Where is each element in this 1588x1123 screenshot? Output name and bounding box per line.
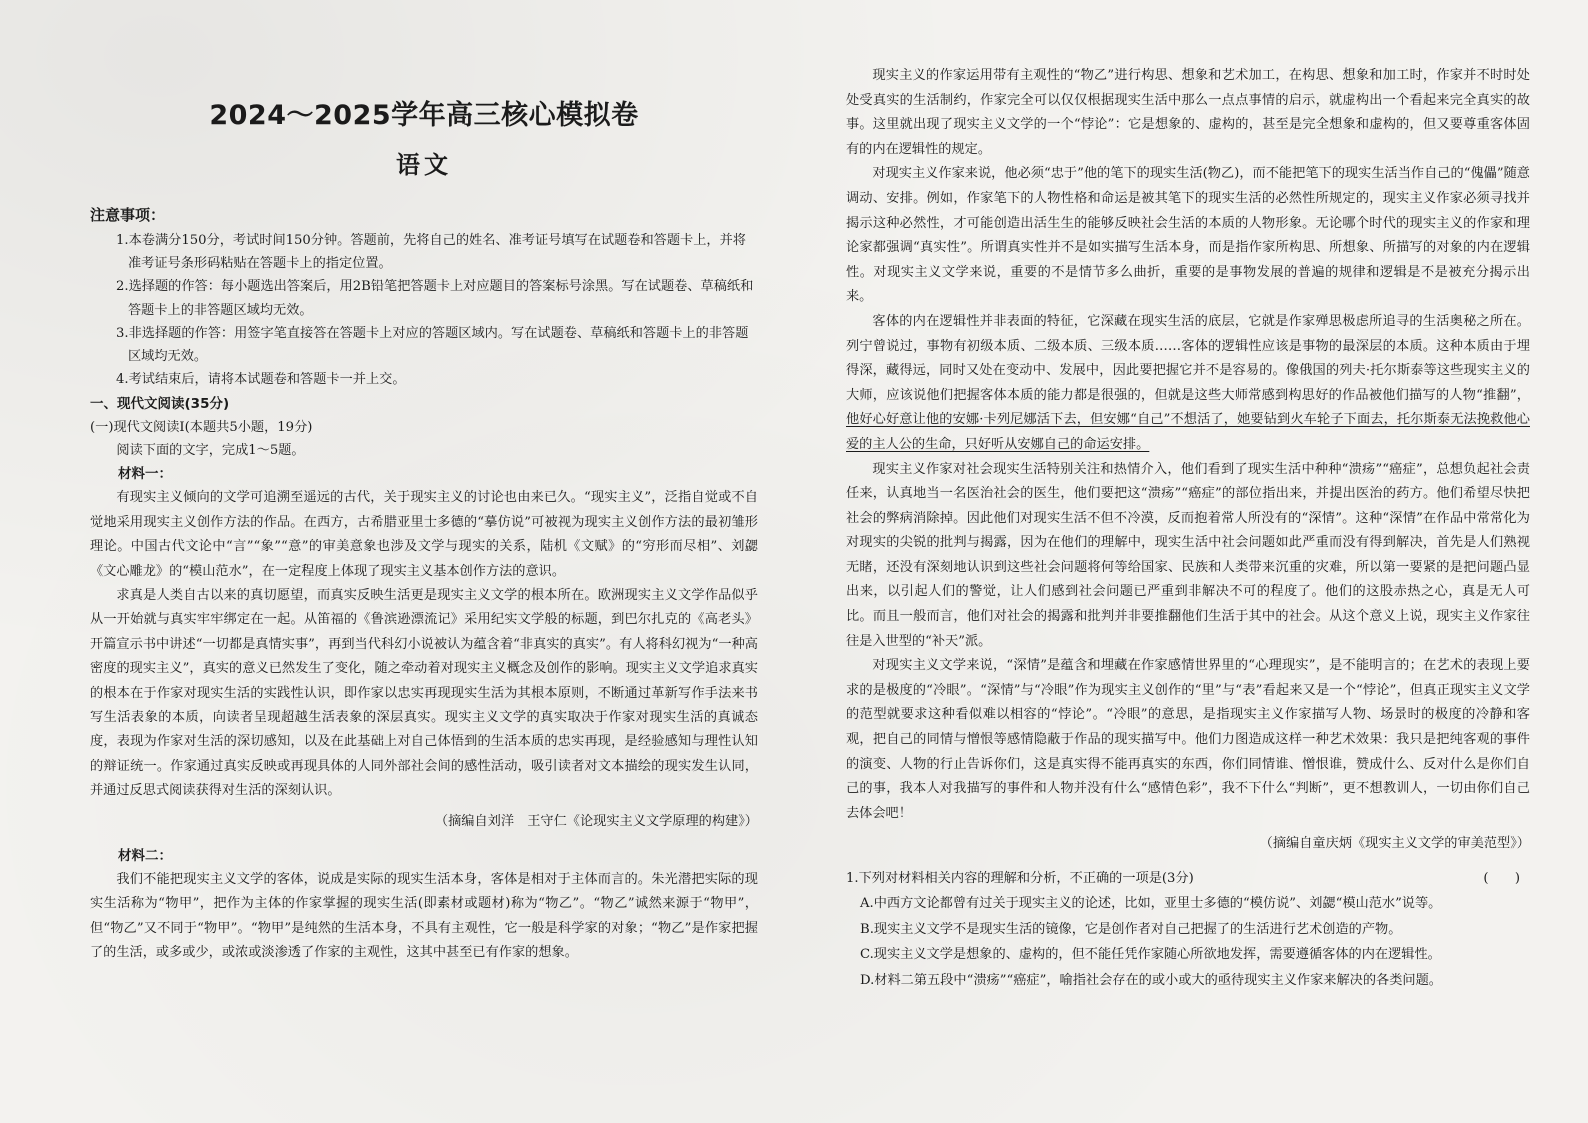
material-two-paragraph: 我们不能把现实主义文学的客体，说成是实际的现实生活本身，客体是相对于主体而言的。朱光潜把实际的现实生活称为“物甲”，把作为主体的作家掌握的现实生活(即素材或题材)称为“物乙”。“物乙”诚然来源于“物甲”，但“物乙”又不同于“物甲”。“物甲”是纯然的生活本身，不具有主观性，它一般是科学家的对象；“物乙”是作家把握了的生活，或多或少，或浓或淡渗透了作家的主观性，这其中甚至已有作家的想象。 bbox=[90, 871, 758, 960]
notice-item: 2.选择题的作答：每小题选出答案后，用2B铅笔把答题卡上对应题目的答案标号涂黑。写在试题卷、草稿纸和答题卡上的非答题区域均无效。 bbox=[116, 279, 754, 318]
notice-item: 1.本卷满分150分，考试时间150分钟。答题前，先将自己的姓名、准考证号填写在试题卷和答题卡上，并将准考证号条形码粘贴在答题卡上的指定位置。 bbox=[116, 233, 746, 272]
question-one bbox=[846, 866, 1530, 993]
underlined-sentence: 他好心好意让他的安娜·卡列尼娜活下去，但安娜“自己”不想活了，她要钻到火车轮子下面去，托尔斯泰无法挽救他心爱的主人公的生命，只好听从安娜自己的命运安排。 bbox=[846, 412, 1530, 452]
material-one-paragraph: 求真是人类自古以来的真切愿望，而真实反映生活更是现实主义文学的根本所在。欧洲现实主义文学作品似乎从一开始就与真实牢牢绑定在一起。从笛福的《鲁滨逊漂流记》采用纪实文学般的标题，到巴尔扎克的《高老头》开篇宣示书中讲述“一切都是真情实事”，再到当代科幻小说被认为蕴含着“非真实的真实”。有人将科幻视为“一种高密度的现实主义”，真实的意义已然发生了变化，随之牵动着对现实主义概念及创作的影响。现实主义文学追求真实的根本在于作家对现实生活的实践性认识，即作家以忠实再现现实生活为其根本原则，不断通过革新写作手法来书写生活表象的本质，向读者呈现超越生活表象的深层真实。现实主义文学的真实取决于作家对现实生活的真诚态度，表现为作家对生活的深切感知，以及在此基础上对自己体悟到的生活本质的忠实再现，是经验感知与理性认知的辩证统一。作家通过真实反映或再现具体的人同外部社会间的感性活动，吸引读者对文本描绘的现实发生认同，并通过反思式阅读获得对生活的深刻认识。 bbox=[90, 588, 758, 799]
answer-bracket: ( ) bbox=[1483, 871, 1520, 887]
notice-heading: 注意事项： bbox=[90, 206, 166, 224]
material-two-paragraph-underlined bbox=[846, 310, 1530, 458]
notice-item: 4.考试结束后，请将本试题卷和答题卡一并上交。 bbox=[116, 372, 406, 388]
question-stem bbox=[846, 866, 1530, 891]
question-text: 1.下列对材料相关内容的理解和分析，不正确的一项是(3分) bbox=[846, 871, 1194, 887]
option-b: B.现实主义文学不是现实生活的镜像，它是创作者对自己把握了的生活进行艺术创造的产物。 bbox=[860, 921, 1402, 937]
exam-title: 2024～2025学年高三核心模拟卷 bbox=[209, 100, 639, 131]
right-column bbox=[846, 0, 1530, 1123]
material-two-paragraph: 现实主义的作家运用带有主观性的“物乙”进行构思、想象和艺术加工，在构思、想象和加工时，作家并不时时处处受真实的生活制约，作家完全可以仅仅根据现实生活中那么一点点事情的启示，就虚构出一个看起来完全真实的故事。这里就出现了现实主义文学的一个“悖论”：它是想象的、虚构的，甚至是完全想象和虚构的，但又要尊重客体固有的内在逻辑性的规定。 bbox=[846, 68, 1530, 157]
material-one-source: （摘编自刘洋 王守仁《论现实主义文学原理的构建》） bbox=[434, 813, 758, 829]
left-column bbox=[90, 0, 758, 1123]
notice-list bbox=[90, 229, 758, 391]
material-two-paragraph: 对现实主义文学来说，“深情”是蕴含和埋藏在作家感情世界里的“心理现实”，是不能明言的；在艺术的表现上要求的是极度的“冷眼”。“深情”与“冷眼”作为现实主义创作的“里”与“表”看起来又是一个“悖论”，但真正现实主义文学的范型就要求这种看似难以相容的“悖论”。“冷眼”的意思，是指现实主义作家描写人物、场景时的极度的冷静和客观，把自己的同情与憎恨等感情隐蔽于作品的现实描写中。他们力图造成这样一种艺术效果：我只是把纯客观的事件的演变、人物的行止告诉你们，这是真实得不能再真实的东西，你们同情谁、憎恨谁，赞成什么、反对什么是你们自己的事，我本人对我描写的事件和人物并没有什么“感情色彩”，我不下什么“判断”，更不想教训人，一切由你们自己去体会吧！ bbox=[846, 658, 1530, 821]
material-two-source: （摘编自童庆炳《现实主义文学的审美范型》） bbox=[1259, 836, 1530, 852]
option-a: A.中西方文论都曾有过关于现实主义的论述，比如，亚里士多德的“模仿说”、刘勰“模山范水”说等。 bbox=[860, 896, 1442, 912]
notice-block bbox=[90, 204, 758, 391]
material-one-paragraph: 有现实主义倾向的文学可追溯至遥远的古代，关于现实主义的讨论也由来已久。“现实主义”，泛指自觉或不自觉地采用现实主义创作方法的作品。在西方，古希腊亚里士多德的“摹仿说”可被视为现实主义创作方法的最初雏形理论。中国古代文论中“言”“象”“意”的审美意象也涉及文学与现实的关系，陆机《文赋》的“穷形而尽相”、刘勰《文心雕龙》的“模山范水”，在一定程度上体现了现实主义基本创作方法的意识。 bbox=[90, 490, 758, 579]
reading-instruction: 阅读下面的文字，完成1～5题。 bbox=[116, 443, 305, 459]
subject-title: 语文 bbox=[396, 151, 452, 179]
subsection-heading: (一)现代文阅读Ⅰ(本题共5小题，19分) bbox=[90, 420, 313, 436]
material-two-label: 材料二： bbox=[118, 847, 172, 864]
paragraph-text: 客体的内在逻辑性并非表面的特征，它深藏在现实生活的底层，它就是作家殚思极虑所追寻的生活奥秘之所在。列宁曾说过，事物有初级本质、二级本质、三级本质……客体的逻辑性应该是事物的最深层的本质。这种本质由于埋得深，藏得远，同时又处在变动中、发展中，因此要把握它并不是容易的。像俄国的列夫·托尔斯泰等这些现实主义的大师，应该说他们把握客体本质的能力都是很强的，但就是这些大师常感到构思好的作品被他们描写的人物“推翻”， bbox=[846, 313, 1530, 403]
material-one-label: 材料一： bbox=[118, 466, 172, 483]
notice-item: 3.非选择题的作答：用签字笔直接答在答题卡上对应的答题区域内。写在试题卷、草稿纸和答题卡上的非答题区域均无效。 bbox=[116, 325, 749, 365]
option-d: D.材料二第五段中“溃疡”“癌症”，喻指社会存在的或小或大的亟待现实主义作家来解决的各类问题。 bbox=[860, 972, 1442, 988]
section-heading: 一、现代文阅读(35分) bbox=[90, 396, 230, 413]
material-two-paragraph: 现实主义作家对社会现实生活特别关注和热情介入，他们看到了现实生活中种种“溃疡”“癌症”，总想负起社会责任来，认真地当一名医治社会的医生，他们要把这“溃疡”“癌症”的部位指出来，并提出医治的药方。他们希望尽快把社会的弊病消除掉。因此他们对现实生活不但不冷漠，反而抱着常人所没有的“深情”。这种“深情”在作品中常常化为对现实的尖锐的批判与揭露，因为在他们的理解中，现实生活中社会问题如此严重而没有得到解决，首先是人们熟视无睹，还没有深刻地认识到这些社会问题将何等给国家、民族和人类带来沉重的灾难，所以第一要紧的是把问题凸显出来，以引起人们的警觉，让人们感到社会问题已严重到非解决不可的程度了。他们的这股赤热之心，真是无人可比。而且一般而言，他们对社会的揭露和批判并非要推翻他们生活于其中的社会。从这个意义上说，现实主义作家往往是入世型的“补天”派。 bbox=[846, 461, 1530, 649]
material-two-paragraph: 对现实主义作家来说，他必须“忠于”他的笔下的现实生活(物乙)，而不能把笔下的现实生活当作自己的“傀儡”随意调动、安排。例如，作家笔下的人物性格和命运是被其笔下的现实生活的必然性所规定的，现实主义作家必须寻找并揭示这种必然性，才可能创造出活生生的能够反映社会生活的本质的人物形象。无论哪个时代的现实主义的作家和理论家都强调“真实性”。所谓真实性并不是如实描写生活本身，而是指作家所构思、所想象、所描写的对象的内在逻辑性。对现实主义文学来说，重要的不是情节多么曲折，重要的是事物发展的普遍的规律和逻辑是不是被充分揭示出来。 bbox=[846, 166, 1530, 305]
option-c: C.现实主义文学是想象的、虚构的，但不能任凭作家随心所欲地发挥，需要遵循客体的内在逻辑性。 bbox=[860, 947, 1441, 963]
